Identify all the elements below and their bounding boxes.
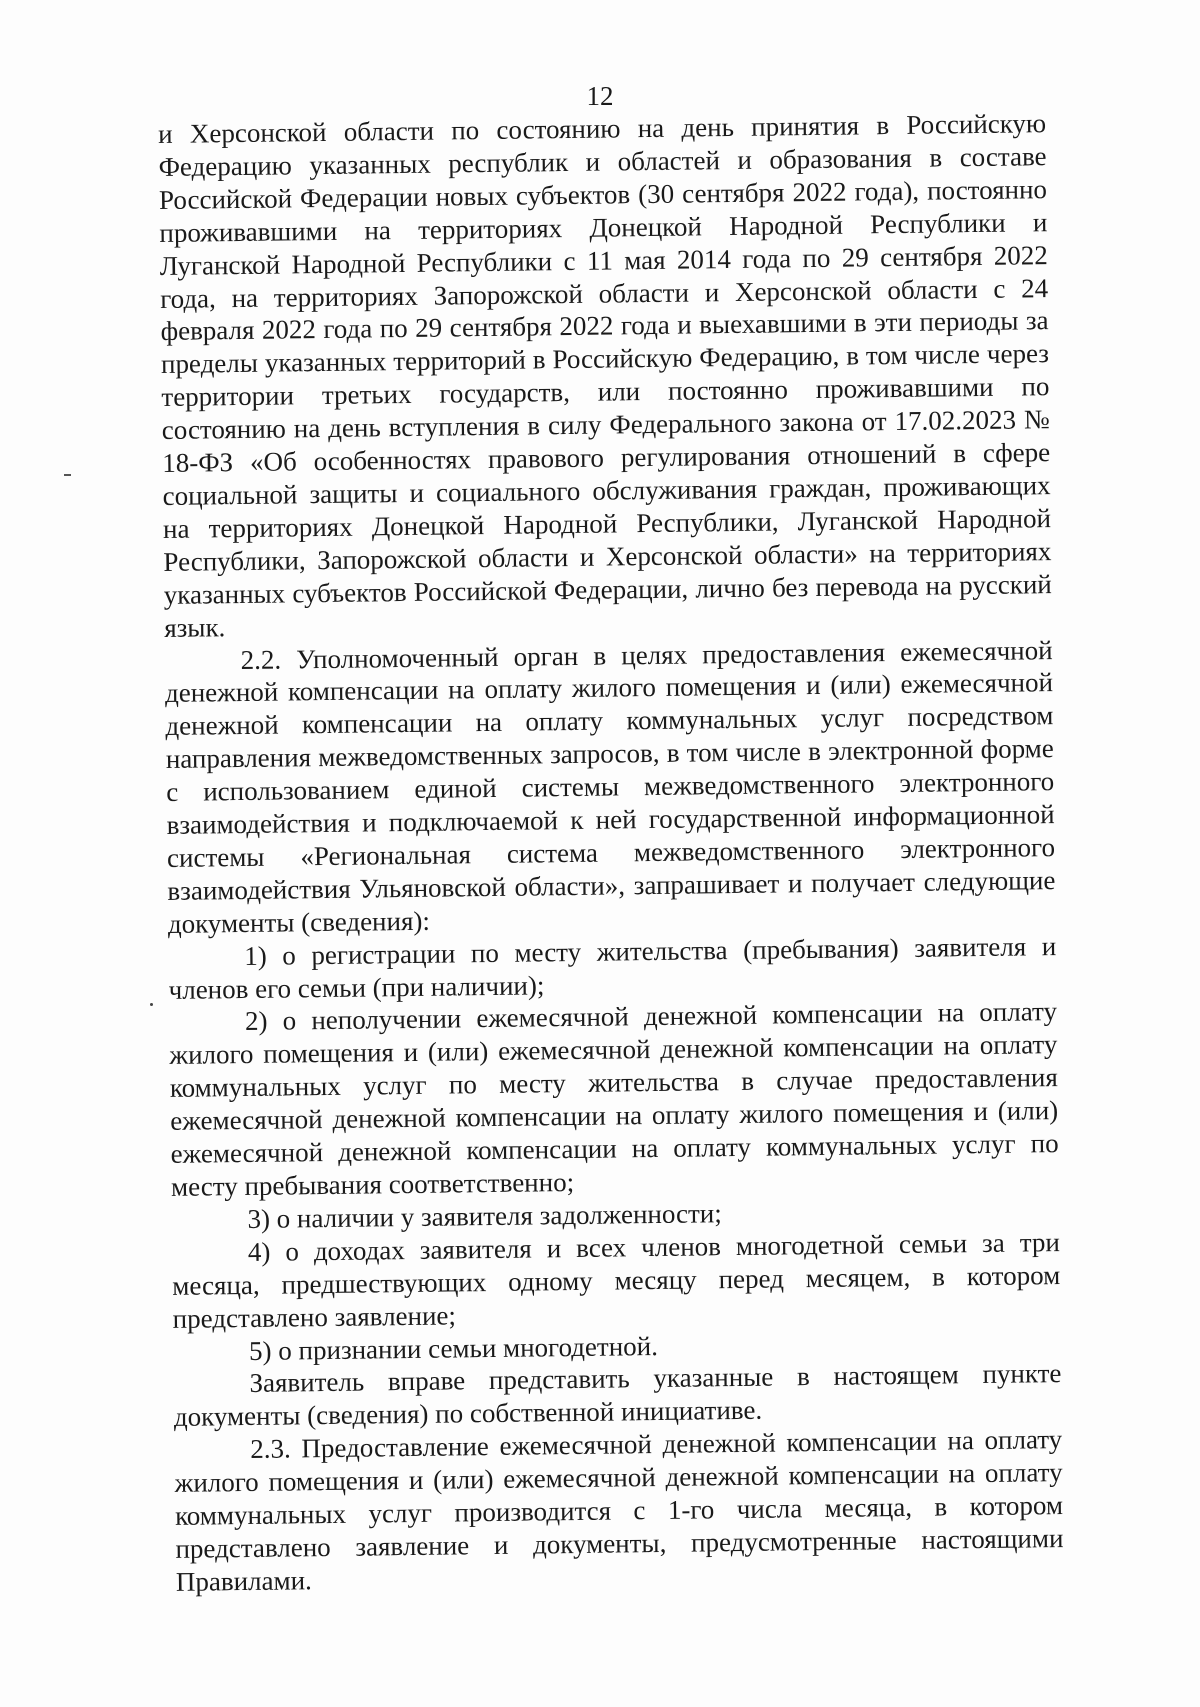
document-body <box>158 107 1064 1599</box>
paragraph-continuation: и Херсонской области по состоянию на день принятия в Российскую Федерацию указанных республик и областей и образования в составе Российской Федерации новых субъектов (30 сентября 2022 года), постоянно проживавшими на территориях Донецкой Народной Республики и Луганской Народной Республики с 11 мая 2014 года по 29 сентября 2022 года, на территориях Запорожской области и Херсонской области с 24 февраля 2022 года по 29 сентября 2022 года и выехавшими в эти периоды за пределы указанных территорий в Российскую Федерацию, в том числе через территории третьих государств, или постоянно проживавшими по состоянию на день вступления в силу Федерального закона от 17.02.2023 № 18-ФЗ «Об особенностях правового регулирования отношений в сфере социальной защиты и социального обслуживания граждан, проживающих на территориях Донецкой Народной Республики, Луганской Народной Республики, Запорожской области и Херсонской области» на территориях указанных субъектов Российской Федерации, лично без перевода на русский язык. <box>158 108 1052 643</box>
paragraph-applicant-right: Заявитель вправе представить указанные в настоящем пункте документы (сведения) по собственной инициативе. <box>173 1358 1062 1433</box>
scan-artifact-dot <box>150 1003 153 1006</box>
scan-artifact-mark <box>64 474 71 476</box>
paragraph-2-2: 2.2. Уполномоченный орган в целях предоставления ежемесячной денежной компенсации на оплату жилого помещения и (или) ежемесячной денежной компенсации на оплату коммунальных услуг посредством направления межведомственных запросов, в том числе в электронной форме с использованием единой системы межведомственного электронного взаимодействия и подключаемой к ней государственной информационной системы «Региональная система межведомственного электронного взаимодействия Ульяновской области», запрашивает и получает следующие документы (сведения): <box>164 634 1056 939</box>
list-item-5: 5) о признании семьи многодетной. <box>248 1330 659 1366</box>
paragraph-2-3: 2.3. Предоставление ежемесячной денежной компенсации на оплату жилого помещения и (или) ежемесячной денежной компенсации на оплату коммунальных услуг производится с 1-го числа месяца, в котором представлено заявление и документы, предусмотренные настоящими Правилами. <box>174 1424 1064 1597</box>
list-item-4: 4) о доходах заявителя и всех членов многодетной семьи за три месяца, предшествующих одному месяцу перед месяцем, в котором представлено заявление; <box>172 1226 1061 1334</box>
list-item-1: 1) о регистрации по месту жительства (пребывания) заявителя и членов его семьи (при наличии); <box>168 930 1057 1005</box>
list-item-3: 3) о наличии у заявителя задолженности; <box>247 1198 722 1234</box>
list-item-2: 2) о неполучении ежемесячной денежной компенсации на оплату жилого помещения и (или) ежемесячной денежной компенсации на оплату коммунальных услуг по месту жительства в случае предоставления ежемесячной денежной компенсации на оплату жилого помещения и (или) ежемесячной денежной компенсации на оплату коммунальных услуг по месту пребывания соответственно; <box>169 996 1059 1202</box>
page-number: 12 <box>586 81 614 111</box>
